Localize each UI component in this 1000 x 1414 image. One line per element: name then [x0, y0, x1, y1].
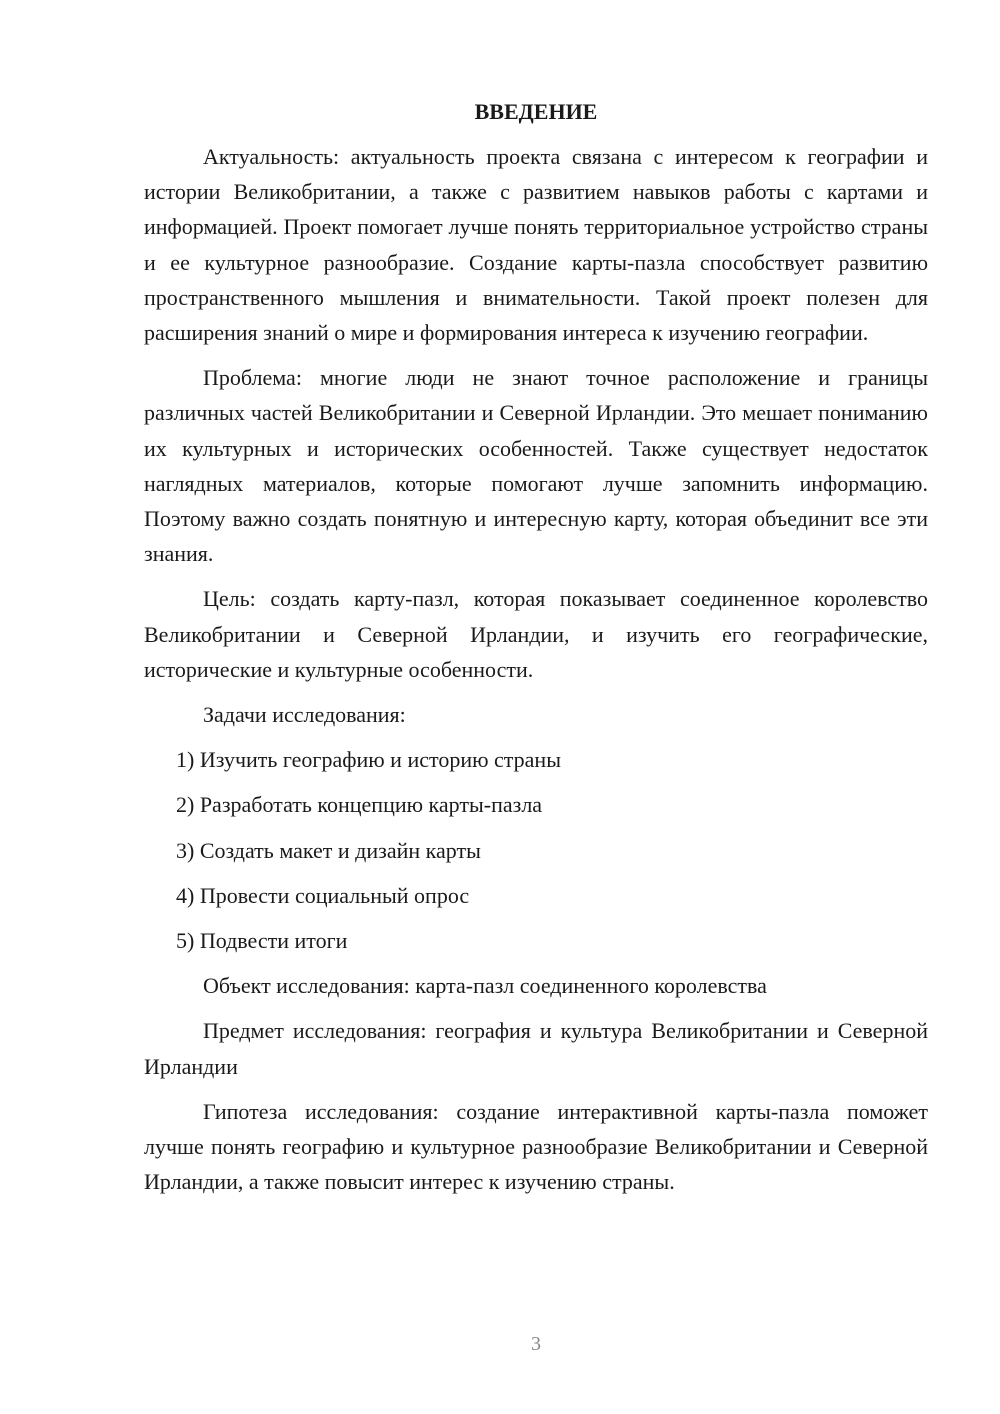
list-item: 1) Изучить географию и историю страны — [176, 747, 561, 773]
list-item: 3) Создать макет и дизайн карты — [176, 837, 481, 863]
problem-paragraph: Проблема: многие люди не знают точное расположение и границы различных частей Великобритании и Северной Ирландии. Это мешает пониманию их культурных и исторических особенностей. Также существует недостаток наглядных материалов, которые помогают лучше запомнить информацию. Поэтому важно создать понятную и интересную карту, которая объединит все эти знания. — [144, 365, 928, 567]
relevance-paragraph: Актуальность: актуальность проекта связана с интересом к географии и истории Великобритании, а также с развитием навыков работы с картами и информацией. Проект помогает лучше понять территориальное устройство страны и ее культурное разнообразие. Создание карты-пазла способствует развитию пространственного мышления и внимательности. Такой проект полезен для расширения знаний о мире и формирования интереса к изучению географии. — [144, 144, 928, 346]
hypothesis-paragraph: Гипотеза исследования: создание интерактивной карты-пазла поможет лучше понять географию и культурное разнообразие Великобритании и Северной Ирландии, а также повысит интерес к изучению страны. — [144, 1098, 928, 1195]
page-content — [144, 94, 928, 1209]
list-item: 5) Подвести итоги — [176, 928, 348, 954]
section-heading: ВВЕДЕНИЕ — [474, 99, 598, 124]
list-item: 4) Провести социальный опрос — [176, 882, 470, 908]
tasks-title: Задачи исследования: — [203, 702, 406, 728]
object-paragraph: Объект исследования: карта-пазл соединенного королевства — [203, 973, 767, 999]
goal-paragraph: Цель: создать карту-пазл, которая показывает соединенное королевство Великобритании и Северной Ирландии, и изучить его географические, исторические и культурные особенности. — [144, 586, 928, 682]
tasks-list — [144, 742, 928, 958]
list-item: 2) Разработать концепцию карты-пазла — [176, 792, 543, 818]
subject-paragraph: Предмет исследования: география и культура Великобритании и Северной Ирландии — [144, 1018, 928, 1079]
page-number: 3 — [531, 1333, 541, 1355]
